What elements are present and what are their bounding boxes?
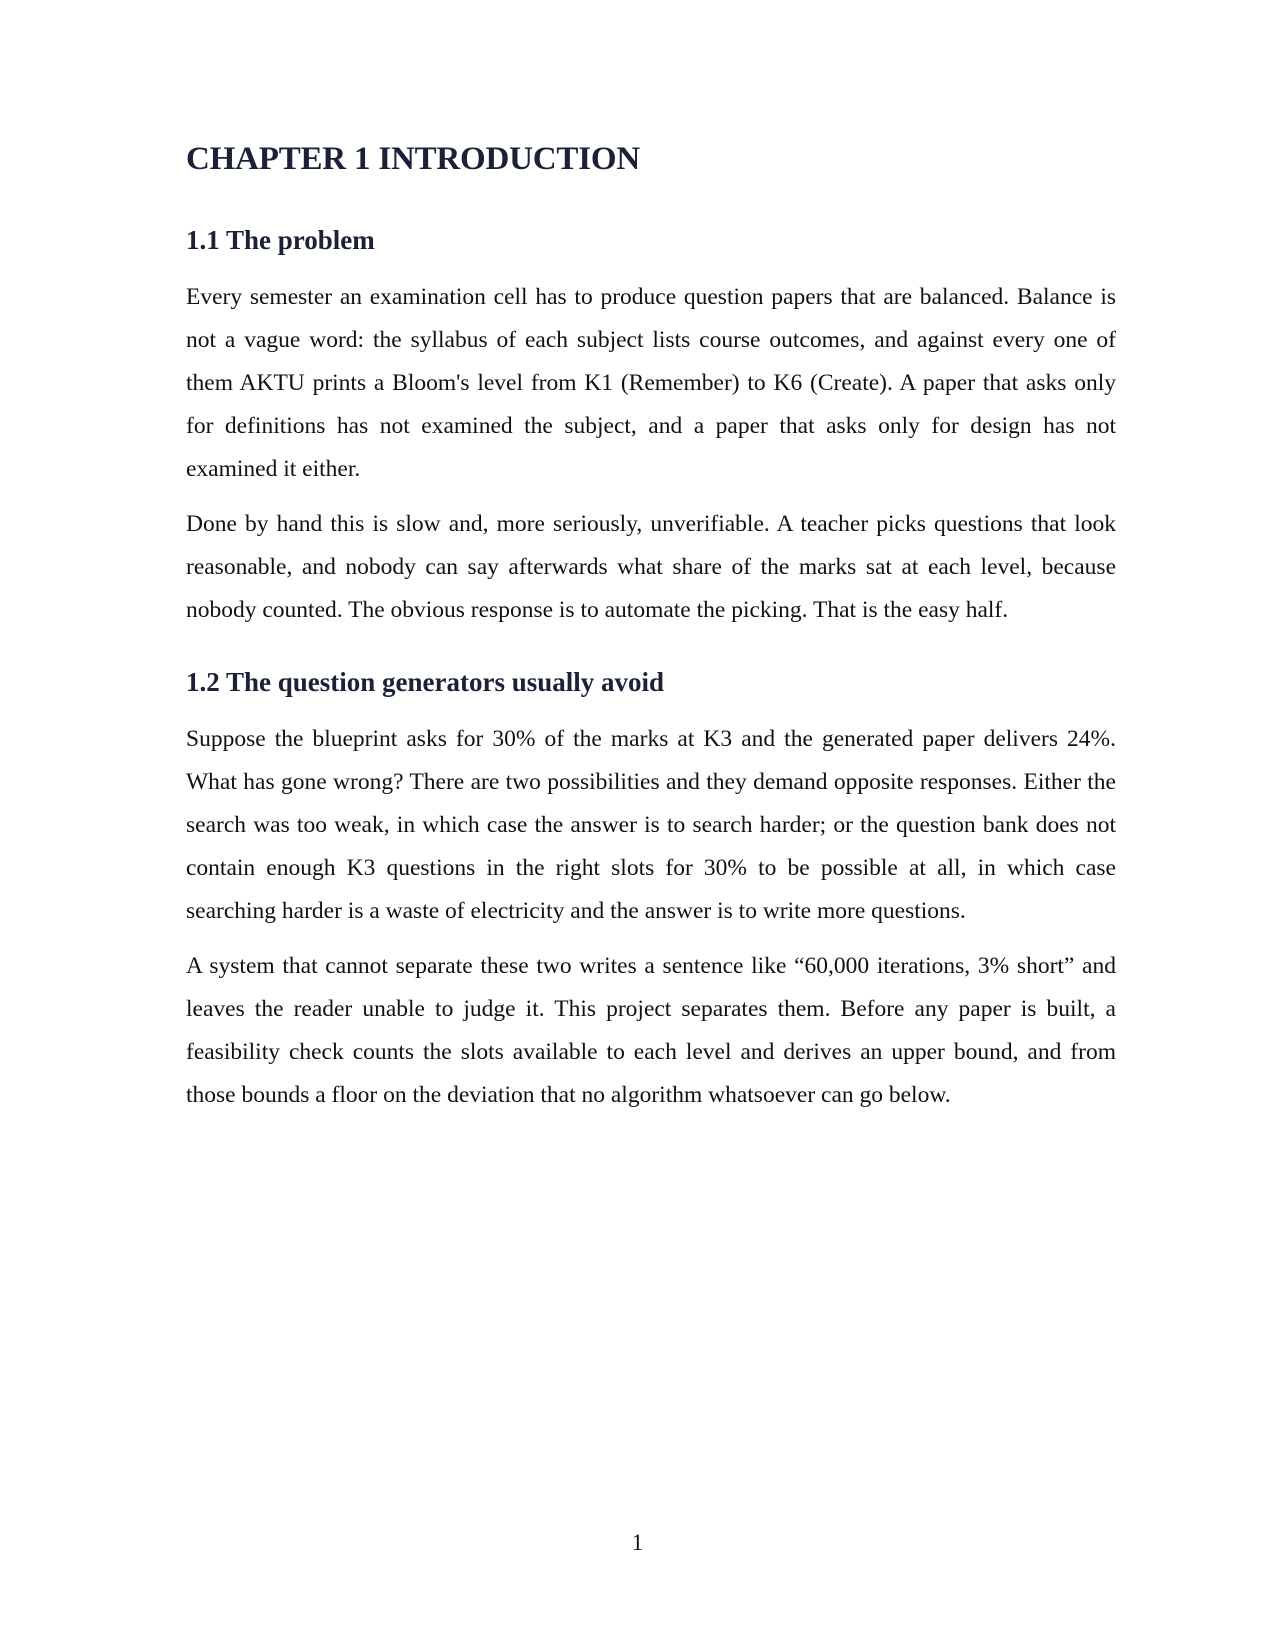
page-content bbox=[186, 140, 1116, 1117]
section-heading-1-1: 1.1 The problem bbox=[186, 224, 375, 255]
page-number: 1 bbox=[631, 1530, 644, 1555]
section-heading-1-2: 1.2 The question generators usually avoid bbox=[186, 666, 665, 697]
chapter-title: CHAPTER 1 INTRODUCTION bbox=[186, 141, 640, 177]
paragraph: A system that cannot separate these two writes a sentence like “60,000 iterations, 3% short” and leaves the reader unable to judge it. This project separates them. Before any paper is built, a feasibility check counts the slots available to each level and derives an upper bound, and from those bounds a floor on the deviation that no algorithm whatsoever can go below. bbox=[186, 953, 1116, 1109]
paragraph: Done by hand this is slow and, more seriously, unverifiable. A teacher picks questions that look reasonable, and nobody can say afterwards what share of the marks sat at each level, because nobody counted. The obvious response is to automate the picking. That is the easy half. bbox=[186, 510, 1116, 623]
paragraph: Suppose the blueprint asks for 30% of the marks at K3 and the generated paper delivers 24%. What has gone wrong? There are two possibilities and they demand opposite responses. Either the search was too weak, in which case the answer is to search harder; or the question bank does not contain enough K3 questions in the right slots for 30% to be possible at all, in which case searching harder is a waste of electricity and the answer is to write more questions. bbox=[186, 726, 1116, 925]
paragraph: Every semester an examination cell has to produce question papers that are balanced. Balance is not a vague word: the syllabus of each subject lists course outcomes, and against every one of them AKTU prints a Bloom's level from K1 (Remember) to K6 (Create). A paper that asks only for definitions has not examined the subject, and a paper that asks only for design has not examined it either. bbox=[186, 283, 1116, 482]
